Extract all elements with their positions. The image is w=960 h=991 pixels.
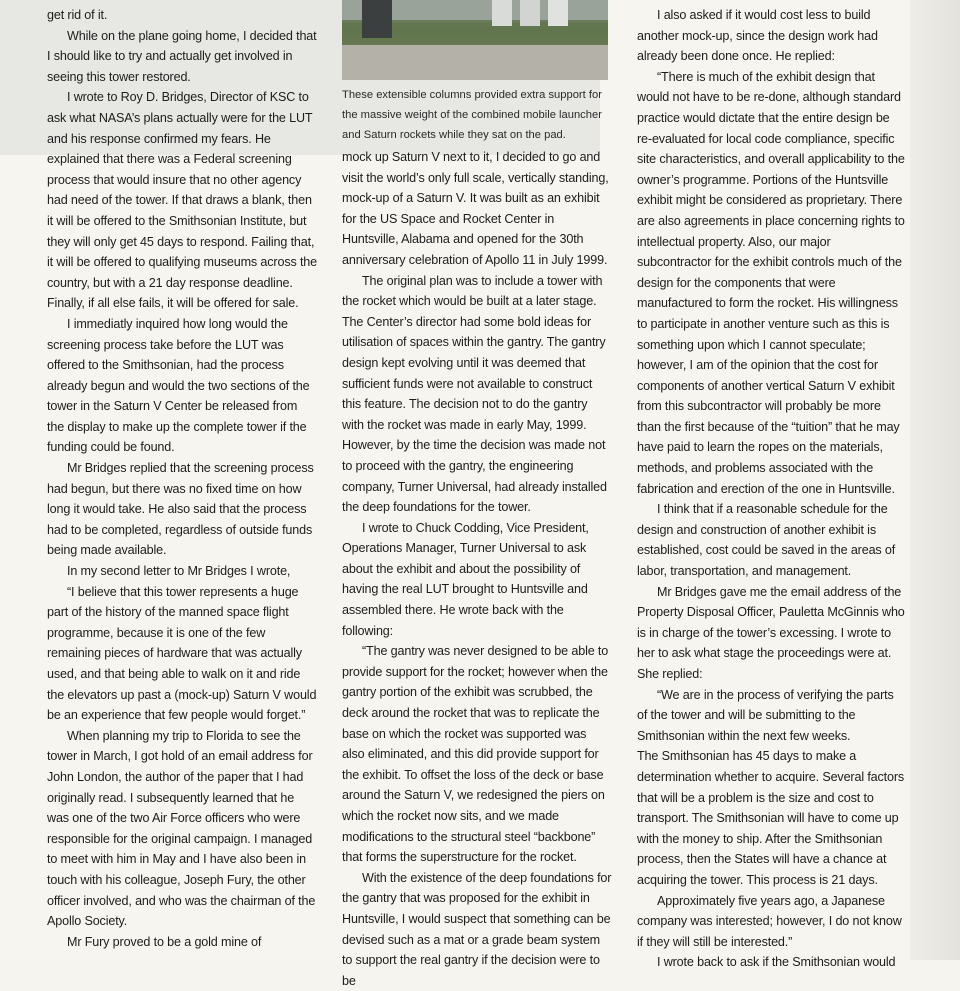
paragraph: I wrote back to ask if the Smithsonian would bbox=[657, 955, 896, 970]
paragraph: I think that if a reasonable schedule for the design and construction of another exhibit is established, cost could be saved in the areas of labor, transportation, and management. bbox=[637, 502, 896, 579]
paragraph: With the existence of the deep foundations for the gantry that was proposed for the exhibit in Huntsville, I would suspect that something can be devised such as a mat or a grade beam system to support the real gantry if the decision were to be bbox=[342, 870, 612, 988]
page-edge-shadow bbox=[910, 0, 960, 960]
launch-tower-photo bbox=[342, 0, 608, 80]
right-column bbox=[637, 5, 905, 973]
middle-column bbox=[342, 147, 612, 991]
paragraph: “The gantry was never designed to be able to provide support for the rocket; however when the gantry portion of the exhibit was scrubbed, the deck around the rocket that was to replicate the base on which the rocket was supported was also eliminated, and this did provide support for the exhibit. To offset the loss of the deck or base around the Saturn V, we redesigned the piers on which the rocket now sits, and we made modifications to the structural steel “backbone” that forms the superstructure for the rocket. bbox=[342, 644, 609, 865]
paragraph: Mr Bridges replied that the screening process had begun, but there was no fixed time on how long it would take. He also said that the process had to be completed, regardless of outside funds being made available. bbox=[47, 461, 314, 558]
paragraph: get rid of it. bbox=[47, 8, 108, 22]
photo-column-light bbox=[520, 0, 540, 26]
paragraph: When planning my trip to Florida to see the tower in March, I got hold of an email address for John London, the author of the paper that I had originally read. I subsequently learned that he was one of the two Air Force officers who were responsible for the original campaign. I managed to meet with him in May and I have also been in touch with his colleague, Joseph Fury, the other officer involved, and who was the chairman of the Apollo Society. bbox=[47, 728, 316, 929]
paragraph: In my second letter to Mr Bridges I wrote, bbox=[67, 564, 291, 579]
photo-column-light bbox=[548, 0, 568, 26]
paragraph: Mr Bridges gave me the email address of the Property Disposal Officer, Pauletta McGinnis who is in charge of the tower’s excessing. I wrote to her to ask what stage the proceedings were at. She replied: bbox=[637, 584, 905, 681]
left-column bbox=[47, 5, 317, 952]
paragraph: I also asked if it would cost less to build another mock-up, since the design work had already been done once. He replied: bbox=[637, 8, 878, 64]
paragraph: Approximately five years ago, a Japanese company was interested; however, I do not know if they will still be interested.” bbox=[637, 893, 902, 949]
paragraph: The original plan was to include a tower with the rocket which would be built at a later stage. The Center’s director had some bold ideas for utilisation of spaces within the gantry. The gantry design kept evolving until it was deemed that sufficient funds were not available to construct this feature. The decision not to do the gantry with the rocket was made in early May, 1999. However, by the time the decision was made not to proceed with the gantry, the engineering company, Turner Universal, had already installed the deep foundations for the tower. bbox=[342, 273, 607, 515]
paragraph: I immediatly inquired how long would the screening process take before the LUT was offered to the Smithsonian, had the process already begun and would the two sections of the tower in the Saturn V Center be released from the display to make up the complete tower if the funding could be found. bbox=[47, 316, 310, 455]
paragraph: “There is much of the exhibit design that would not have to be re-done, although standard practice would dictate that the entire design be re-evaluated for local code compliance, specific site characteristics, and overall applicability to the owner’s programme. Portions of the Huntsville exhibit might be considered as proprietary. There are also agreements in place concerning rights to intellectual property. Also, our major subcontractor for the exhibit controls much of the design for the components that were manufactured to form the rocket. His willingness to participate in another venture such as this is something upon which I cannot speculate; however, I am of the opinion that the cost for components of another vertical Saturn V exhibit from this subcontractor will probably be more than the first because of the “tuition” that he may have paid to learn the ropes on the materials, methods, and problems associated with the fabrication and erection of the one in Huntsville. bbox=[637, 69, 905, 496]
photo-column-dark bbox=[362, 0, 392, 38]
paragraph: Mr Fury proved to be a gold mine of bbox=[67, 934, 262, 949]
paragraph: The Smithsonian has 45 days to make a determination whether to acquire. Several factors that will be a problem is the size and cost to transport. The Smithsonian will have to come up with the money to ship. After the Smithsonian process, then the States will have a chance at acquiring the tower. This process is 21 days. bbox=[637, 749, 905, 887]
photo-road bbox=[342, 45, 608, 80]
paragraph: mock up Saturn V next to it, I decided to go and visit the world’s only full scale, vertically standing, mock-up of a Saturn V. It was built as an exhibit for the US Space and Rocket Center in Huntsville, Alabama and opened for the 30th anniversary celebration of Apollo 11 in July 1999. bbox=[342, 150, 609, 267]
paragraph: I wrote to Roy D. Bridges, Director of KSC to ask what NASA’s plans actually were for the LUT and his response confirmed my fears. He explained that there was a Federal screening process that would insure that no other agency had need of the tower. If that draws a blank, then it will be offered to the Smithsonian Institute, but they will only get 45 days to respond. Failing that, it will be offered to qualifying museums across the country, but with a 21 day response deadline. Finally, if all else fails, it will be offered for sale. bbox=[47, 90, 318, 311]
paragraph: While on the plane going home, I decided that I should like to try and actually get involved in seeing this tower restored. bbox=[47, 28, 317, 84]
photo-caption: These extensible columns provided extra support for the massive weight of the combined mobile launcher and Saturn rockets while they sat on the pad. bbox=[342, 89, 602, 141]
paragraph: “We are in the process of verifying the parts of the tower and will be submitting to the Smithsonian within the next few weeks. bbox=[637, 687, 894, 743]
paragraph: “I believe that this tower represents a huge part of the history of the manned space flight programme, because it is one of the few remaining pieces of hardware that was actually used, and that being able to walk on it and ride the elevators up past a (mock-up) Saturn V would be an experience that few people would forget.” bbox=[47, 584, 317, 723]
photo-column-light bbox=[492, 0, 512, 26]
paragraph: I wrote to Chuck Codding, Vice President, Operations Manager, Turner Universal to ask about the exhibit and about the possibility of having the real LUT brought to Huntsville and assembled there. He wrote back with the following: bbox=[342, 520, 589, 638]
